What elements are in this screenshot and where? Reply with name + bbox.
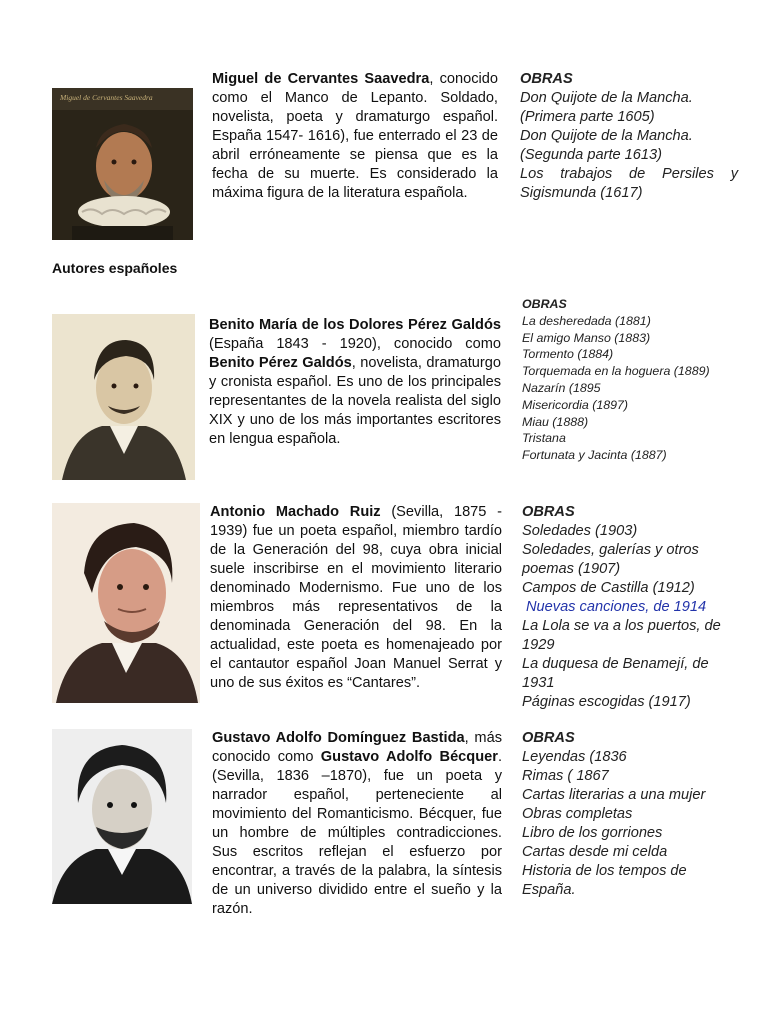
portrait-becquer bbox=[52, 729, 192, 904]
bio-text: . (Sevilla, 1836 –1870), fue un poeta y narrador español, perteneciente al movimiento del Romanticismo. Bécquer, fue un hombre de múltiples contradicciones. Sus escritos reflejan el esfuerzo por encontrar, a través de la palabra, la síntesis de un universo dividido entre el sueño y la razón. bbox=[212, 749, 502, 917]
work-item: Páginas escogidas (1917) bbox=[522, 694, 691, 710]
work-item: Obras completas bbox=[522, 806, 633, 822]
section-heading: Autores españoles bbox=[52, 260, 178, 276]
work-item: Nazarín (1895 bbox=[522, 380, 601, 395]
bio-text: (España 1843 - 1920), conocido como bbox=[209, 336, 501, 352]
author-alias: Gustavo Adolfo Bécquer bbox=[320, 749, 498, 765]
work-item-highlighted: Nuevas canciones, de 1914 bbox=[526, 599, 707, 615]
author-name: Gustavo Adolfo Domínguez Bastida bbox=[212, 730, 465, 746]
portrait-caption: Miguel de Cervantes Saavedra bbox=[60, 93, 153, 102]
portrait-cervantes bbox=[52, 88, 193, 240]
bio-galdos bbox=[209, 316, 501, 449]
works-becquer bbox=[522, 729, 742, 900]
work-item: Campos de Castilla (1912) bbox=[522, 580, 695, 596]
bio-text: , más conocido como bbox=[212, 730, 502, 765]
work-item: Los trabajos de Persiles y Sigismunda (1617) bbox=[520, 166, 738, 201]
work-item: Rimas ( 1867 bbox=[522, 768, 609, 784]
work-item: Torquemada en la hoguera (1889) bbox=[522, 364, 710, 379]
author-name: Miguel de Cervantes Saavedra bbox=[212, 71, 430, 87]
portrait-machado bbox=[52, 503, 200, 703]
works-galdos bbox=[522, 296, 712, 464]
bio-text: (Sevilla, 1875 - 1939) fue un poeta español, miembro tardío de la Generación del 98, cuya obra inicial suele inscribirse en el movimiento literario denominado Modernismo. Fue uno de los miembros más representativos de la denominada Generación del 98. En la actualidad, este poeta es homenajeado por el cantautor español Joan Manuel Serrat y uno de sus éxitos es “Cantares”. bbox=[210, 504, 502, 691]
works-title: OBRAS bbox=[522, 730, 575, 746]
work-item: Soledades, galerías y otros poemas (1907) bbox=[522, 542, 699, 577]
bio-text: , conocido como el Manco de Lepanto. Soldado, novelista, poeta y dramaturgo español. España 1547- 1616), fue enterrado el 23 de abril erróneamente se piensa que es la fecha de su muerte. Es considerado la máxima figura de la literatura española. bbox=[212, 71, 498, 201]
works-machado bbox=[522, 503, 744, 712]
author-name: Antonio Machado Ruiz bbox=[210, 504, 381, 520]
work-item: Miau (1888) bbox=[522, 414, 589, 429]
works-title: OBRAS bbox=[520, 71, 573, 87]
works-title: OBRAS bbox=[522, 504, 575, 520]
work-item: Misericordia (1897) bbox=[522, 397, 629, 412]
work-item: Cartas desde mi celda bbox=[522, 844, 668, 860]
work-item: Soledades (1903) bbox=[522, 523, 638, 539]
work-item: El amigo Manso (1883) bbox=[522, 330, 651, 345]
bio-text: , novelista, dramaturgo y cronista español. Es uno de los principales representantes de la novela realista del siglo XIX y uno de los más importantes escritores en lengua española. bbox=[209, 355, 501, 447]
author-alias: Benito Pérez Galdós bbox=[209, 355, 352, 371]
works-title: OBRAS bbox=[522, 297, 567, 311]
work-item: Don Quijote de la Mancha. (Segunda parte 1613) bbox=[520, 128, 693, 163]
work-item: Tristana bbox=[522, 431, 566, 446]
bio-becquer bbox=[212, 729, 502, 919]
bio-cervantes bbox=[212, 70, 498, 203]
work-item: Cartas literarias a una mujer bbox=[522, 787, 706, 803]
work-item: Tormento (1884) bbox=[522, 347, 614, 362]
work-item: Leyendas (1836 bbox=[522, 749, 627, 765]
bio-machado bbox=[210, 503, 502, 693]
work-item: Don Quijote de la Mancha. (Primera parte 1605) bbox=[520, 90, 693, 125]
work-item: Historia de los tempos de España. bbox=[522, 863, 687, 898]
work-item: La desheredada (1881) bbox=[522, 313, 651, 328]
portrait-galdos bbox=[52, 314, 195, 480]
work-item: Libro de los gorriones bbox=[522, 825, 663, 841]
author-name: Benito María de los Dolores Pérez Galdós bbox=[209, 317, 501, 333]
work-item: La duquesa de Benamejí, de 1931 bbox=[522, 656, 709, 691]
works-cervantes bbox=[520, 70, 738, 203]
work-item: Fortunata y Jacinta (1887) bbox=[522, 448, 667, 463]
work-item: La Lola se va a los puertos, de 1929 bbox=[522, 618, 721, 653]
